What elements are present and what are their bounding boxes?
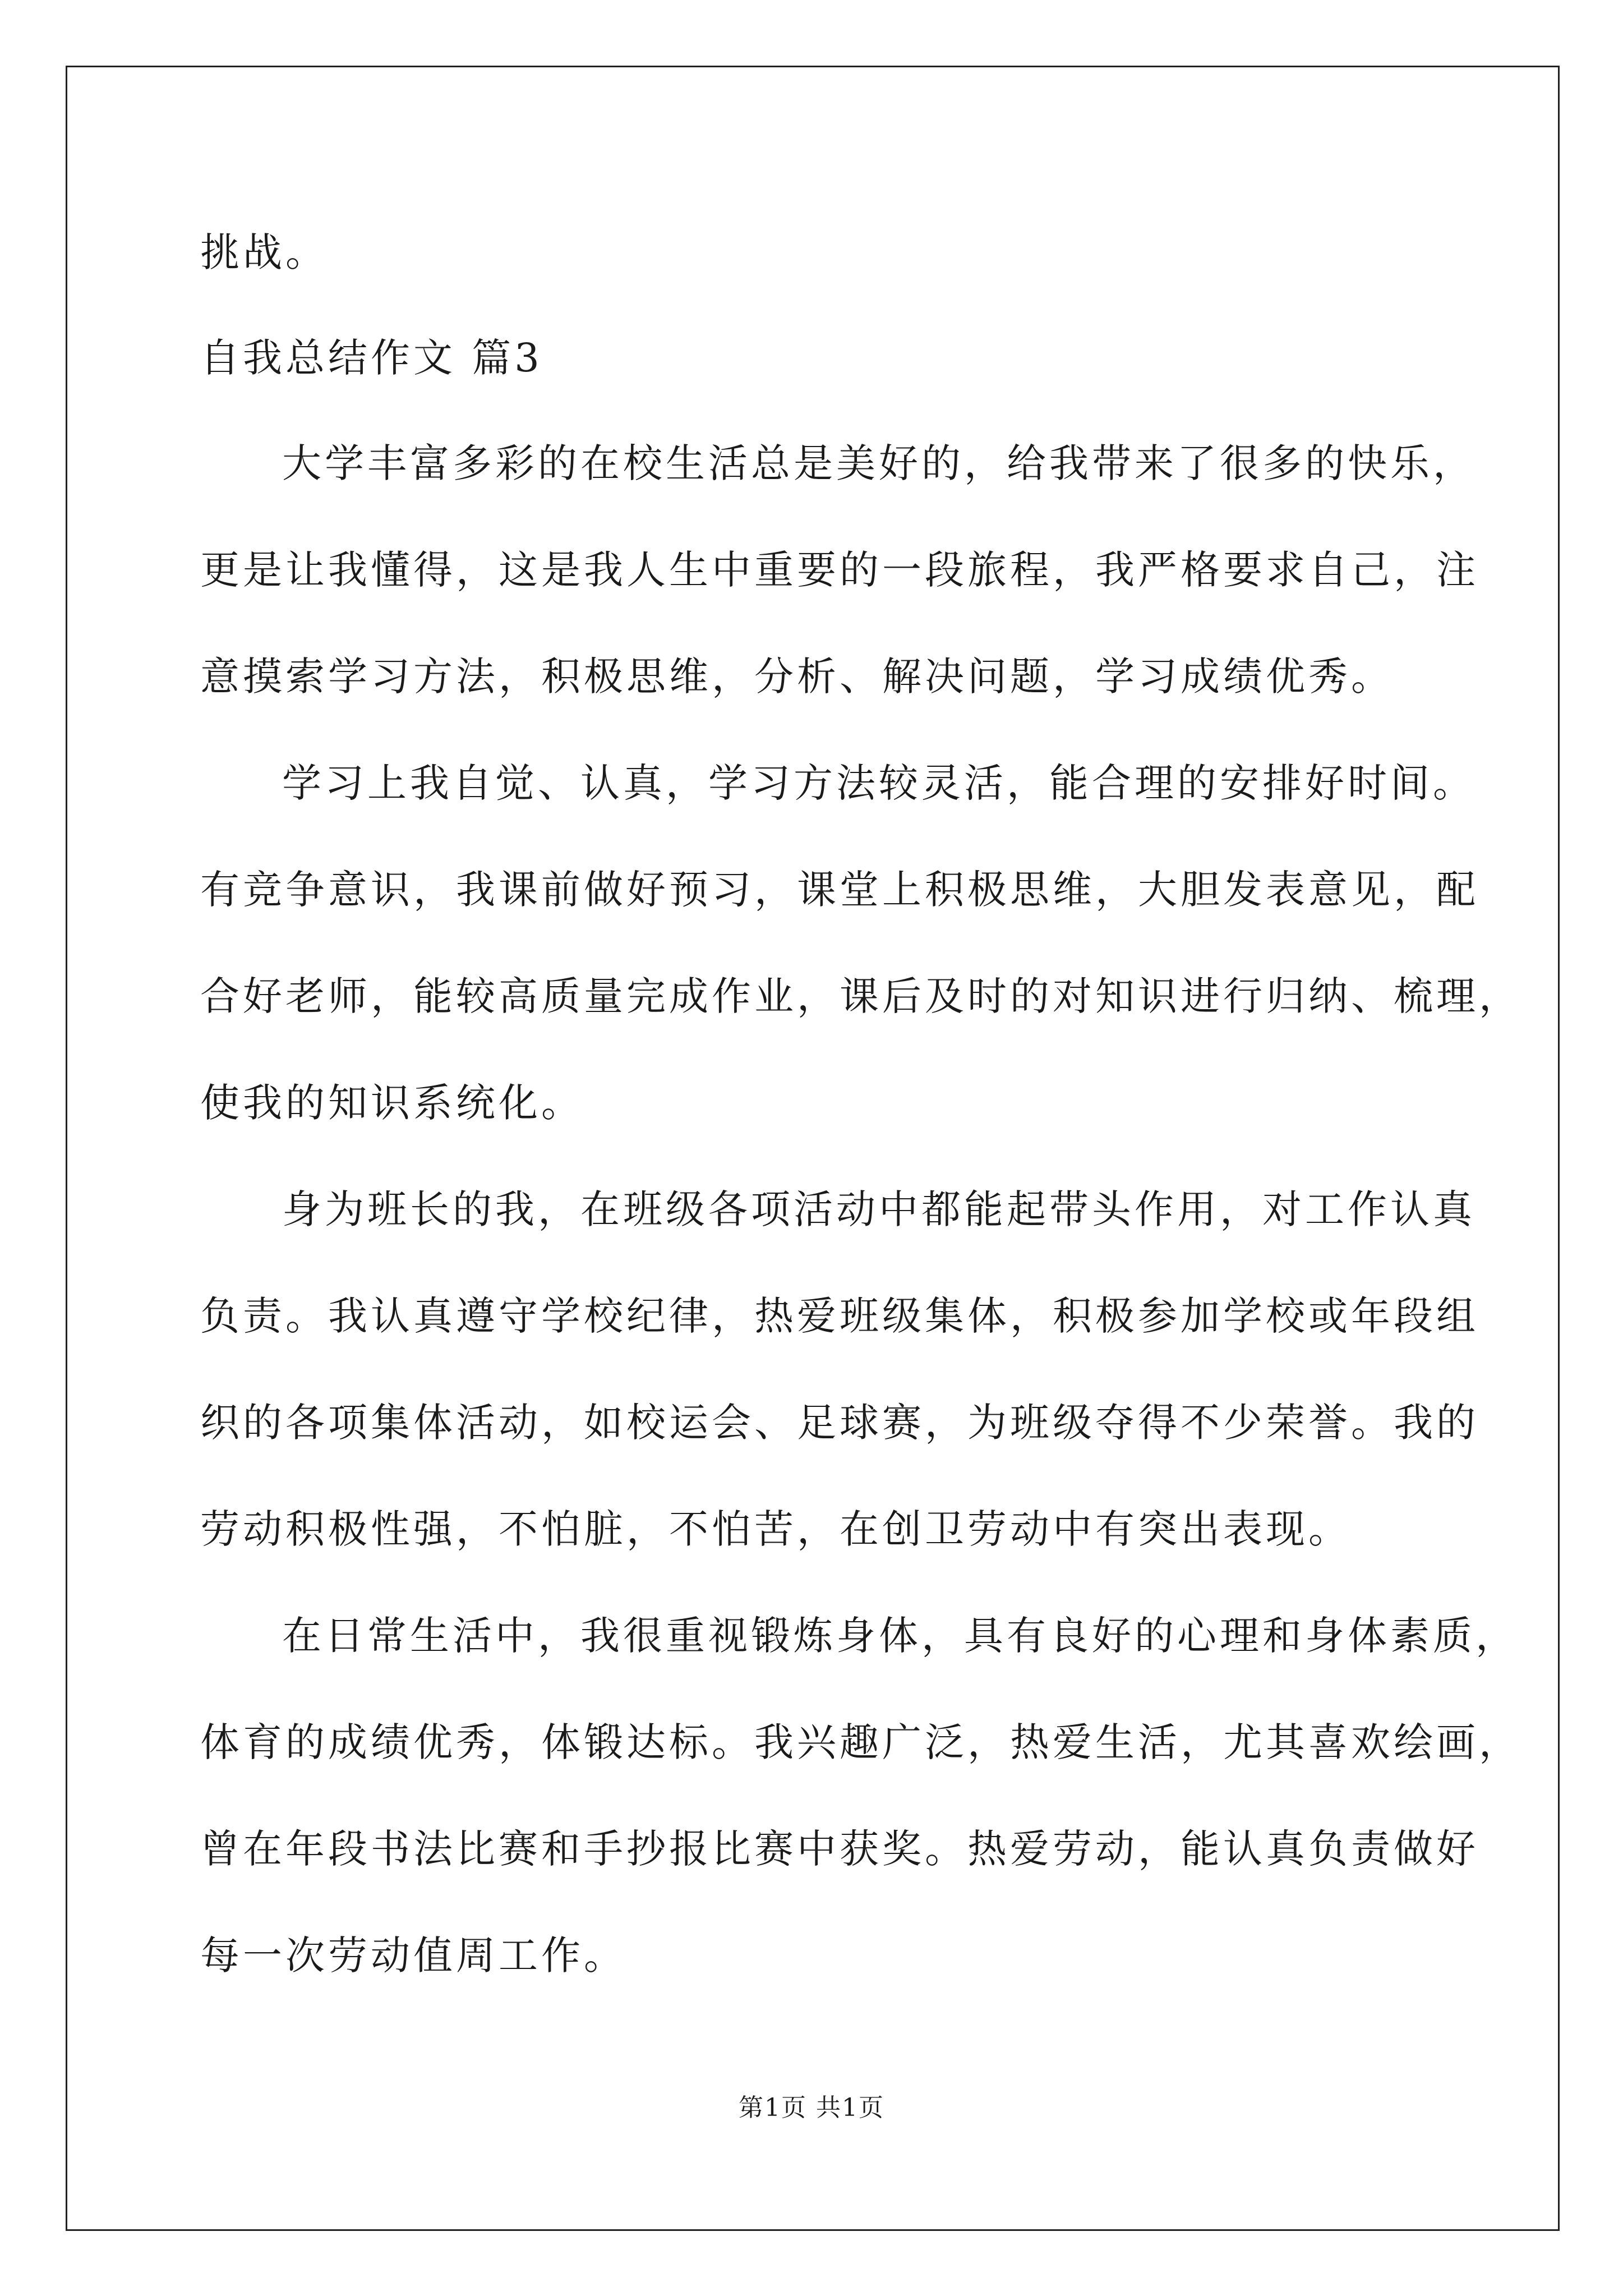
text-line: 意摸索学习方法，积极思维，分析、解决问题，学习成绩优秀。 (200, 654, 1394, 700)
page-footer: 第1页 共1页 (739, 2093, 884, 2122)
text-line: 学习上我自觉、认真，学习方法较灵活，能合理的安排好时间。 (282, 760, 1476, 806)
text-line: 使我的知识系统化。 (200, 1080, 584, 1126)
text-line: 身为班长的我，在班级各项活动中都能起带头作用，对工作认真 (282, 1186, 1476, 1232)
text-line: 劳动积极性强，不怕脏，不怕苦，在创卫劳动中有突出表现。 (200, 1506, 1351, 1552)
text-line: 挑战。 (200, 229, 328, 275)
text-line: 更是让我懂得，这是我人生中重要的一段旅程，我严格要求自己，注 (200, 547, 1479, 593)
text-line: 曾在年段书法比赛和手抄报比赛中获奖。热爱劳动，能认真负责做好 (200, 1826, 1479, 1872)
text-line: 每一次劳动值周工作。 (200, 1932, 626, 1978)
text-line: 织的各项集体活动，如校运会、足球赛，为班级夺得不少荣誉。我的 (200, 1400, 1479, 1446)
text-line: 在日常生活中，我很重视锻炼身体，具有良好的心理和身体素质， (282, 1613, 1518, 1659)
text-line: 大学丰富多彩的在校生活总是美好的，给我带来了很多的快乐， (282, 440, 1476, 486)
page-border (66, 66, 1560, 2231)
text-line: 负责。我认真遵守学校纪律，热爱班级集体，积极参加学校或年段组 (200, 1293, 1479, 1339)
section-heading: 自我总结作文 篇3 (200, 335, 543, 381)
text-line: 有竞争意识，我课前做好预习，课堂上积极思维，大胆发表意见，配 (200, 867, 1479, 913)
text-line: 合好老师，能较高质量完成作业，课后及时的对知识进行归纳、梳理， (200, 973, 1521, 1019)
text-line: 体育的成绩优秀，体锻达标。我兴趣广泛，热爱生活，尤其喜欢绘画， (200, 1719, 1521, 1765)
